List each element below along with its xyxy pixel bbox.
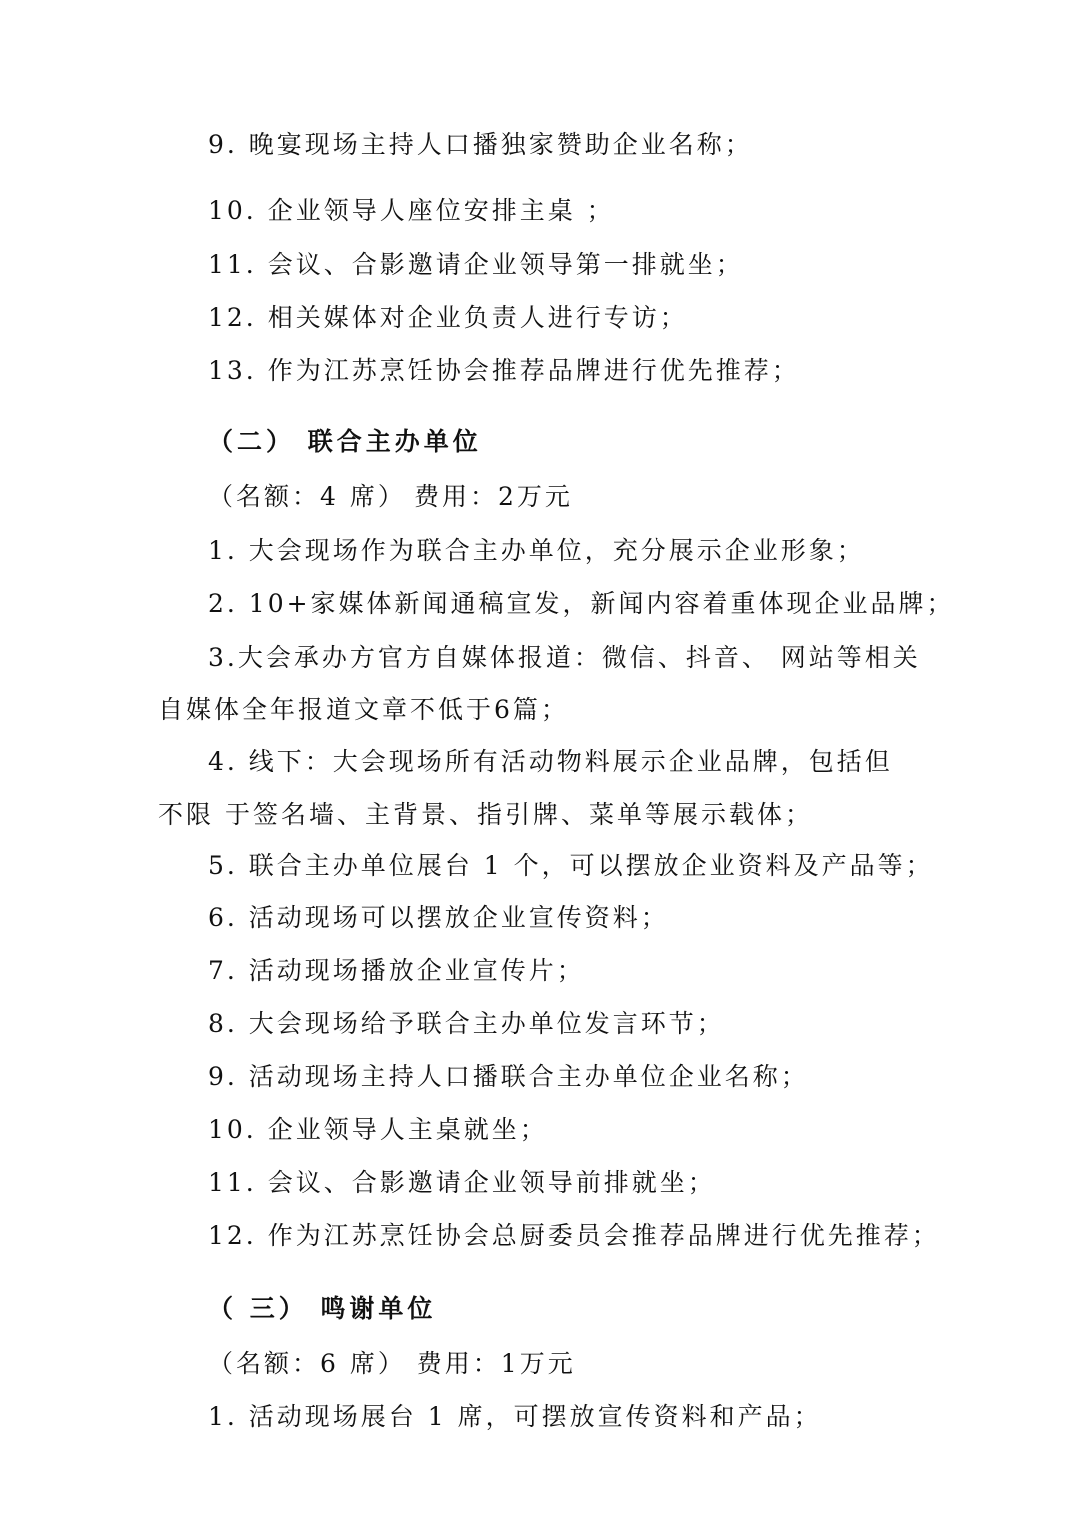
list-item: 10. 企业领导人主桌就坐； [208, 1115, 548, 1144]
list-item-continuation: 不限 于签名墙、主背景、指引牌、菜单等展示载体； [158, 800, 813, 829]
section-heading: （二） 联合主办单位 [208, 427, 482, 456]
list-item: 13. 作为江苏烹饪协会推荐品牌进行优先推荐； [208, 356, 800, 385]
list-item: 3.大会承办方官方自媒体报道：微信、抖音、 网站等相关 [208, 643, 921, 672]
list-item: 1. 大会现场作为联合主办单位，充分展示企业形象； [208, 536, 865, 565]
list-item: 6. 活动现场可以摆放企业宣传资料； [208, 903, 669, 932]
list-item: 4. 线下：大会现场所有活动物料展示企业品牌，包括但 [208, 747, 893, 776]
fee-text: 费用：2万元 [414, 482, 573, 511]
list-item: 12. 相关媒体对企业负责人进行专访； [208, 303, 688, 332]
list-item: 12. 作为江苏烹饪协会总厨委员会推荐品牌进行优先推荐； [208, 1221, 940, 1250]
list-item: 10. 企业领导人座位安排主桌 ； [208, 196, 615, 225]
list-item: 9. 晚宴现场主持人口播独家赞助企业名称； [208, 130, 753, 159]
quota-fee-text: （名额：6 席） 费用：1万元 [208, 1349, 576, 1378]
list-item: 2. 10+家媒体新闻通稿宣发，新闻内容着重体现企业品牌； [208, 589, 955, 618]
list-item: 11. 会议、合影邀请企业领导前排就坐； [208, 1168, 716, 1197]
quota-text: （名额：4 席） [208, 482, 406, 511]
list-item: 5. 联合主办单位展台 1 个，可以摆放企业资料及产品等； [208, 851, 934, 880]
list-item: 1. 活动现场展台 1 席，可摆放宣传资料和产品； [208, 1402, 822, 1431]
list-item: 9. 活动现场主持人口播联合主办单位企业名称； [208, 1062, 809, 1091]
list-item: 8. 大会现场给予联合主办单位发言环节； [208, 1009, 725, 1038]
section-heading: （ 三） 鸣谢单位 [208, 1294, 437, 1323]
list-item: 7. 活动现场播放企业宣传片； [208, 956, 585, 985]
list-item-continuation: 自媒体全年报道文章不低于6篇； [158, 695, 569, 724]
list-item: 11. 会议、合影邀请企业领导第一排就坐； [208, 250, 744, 279]
